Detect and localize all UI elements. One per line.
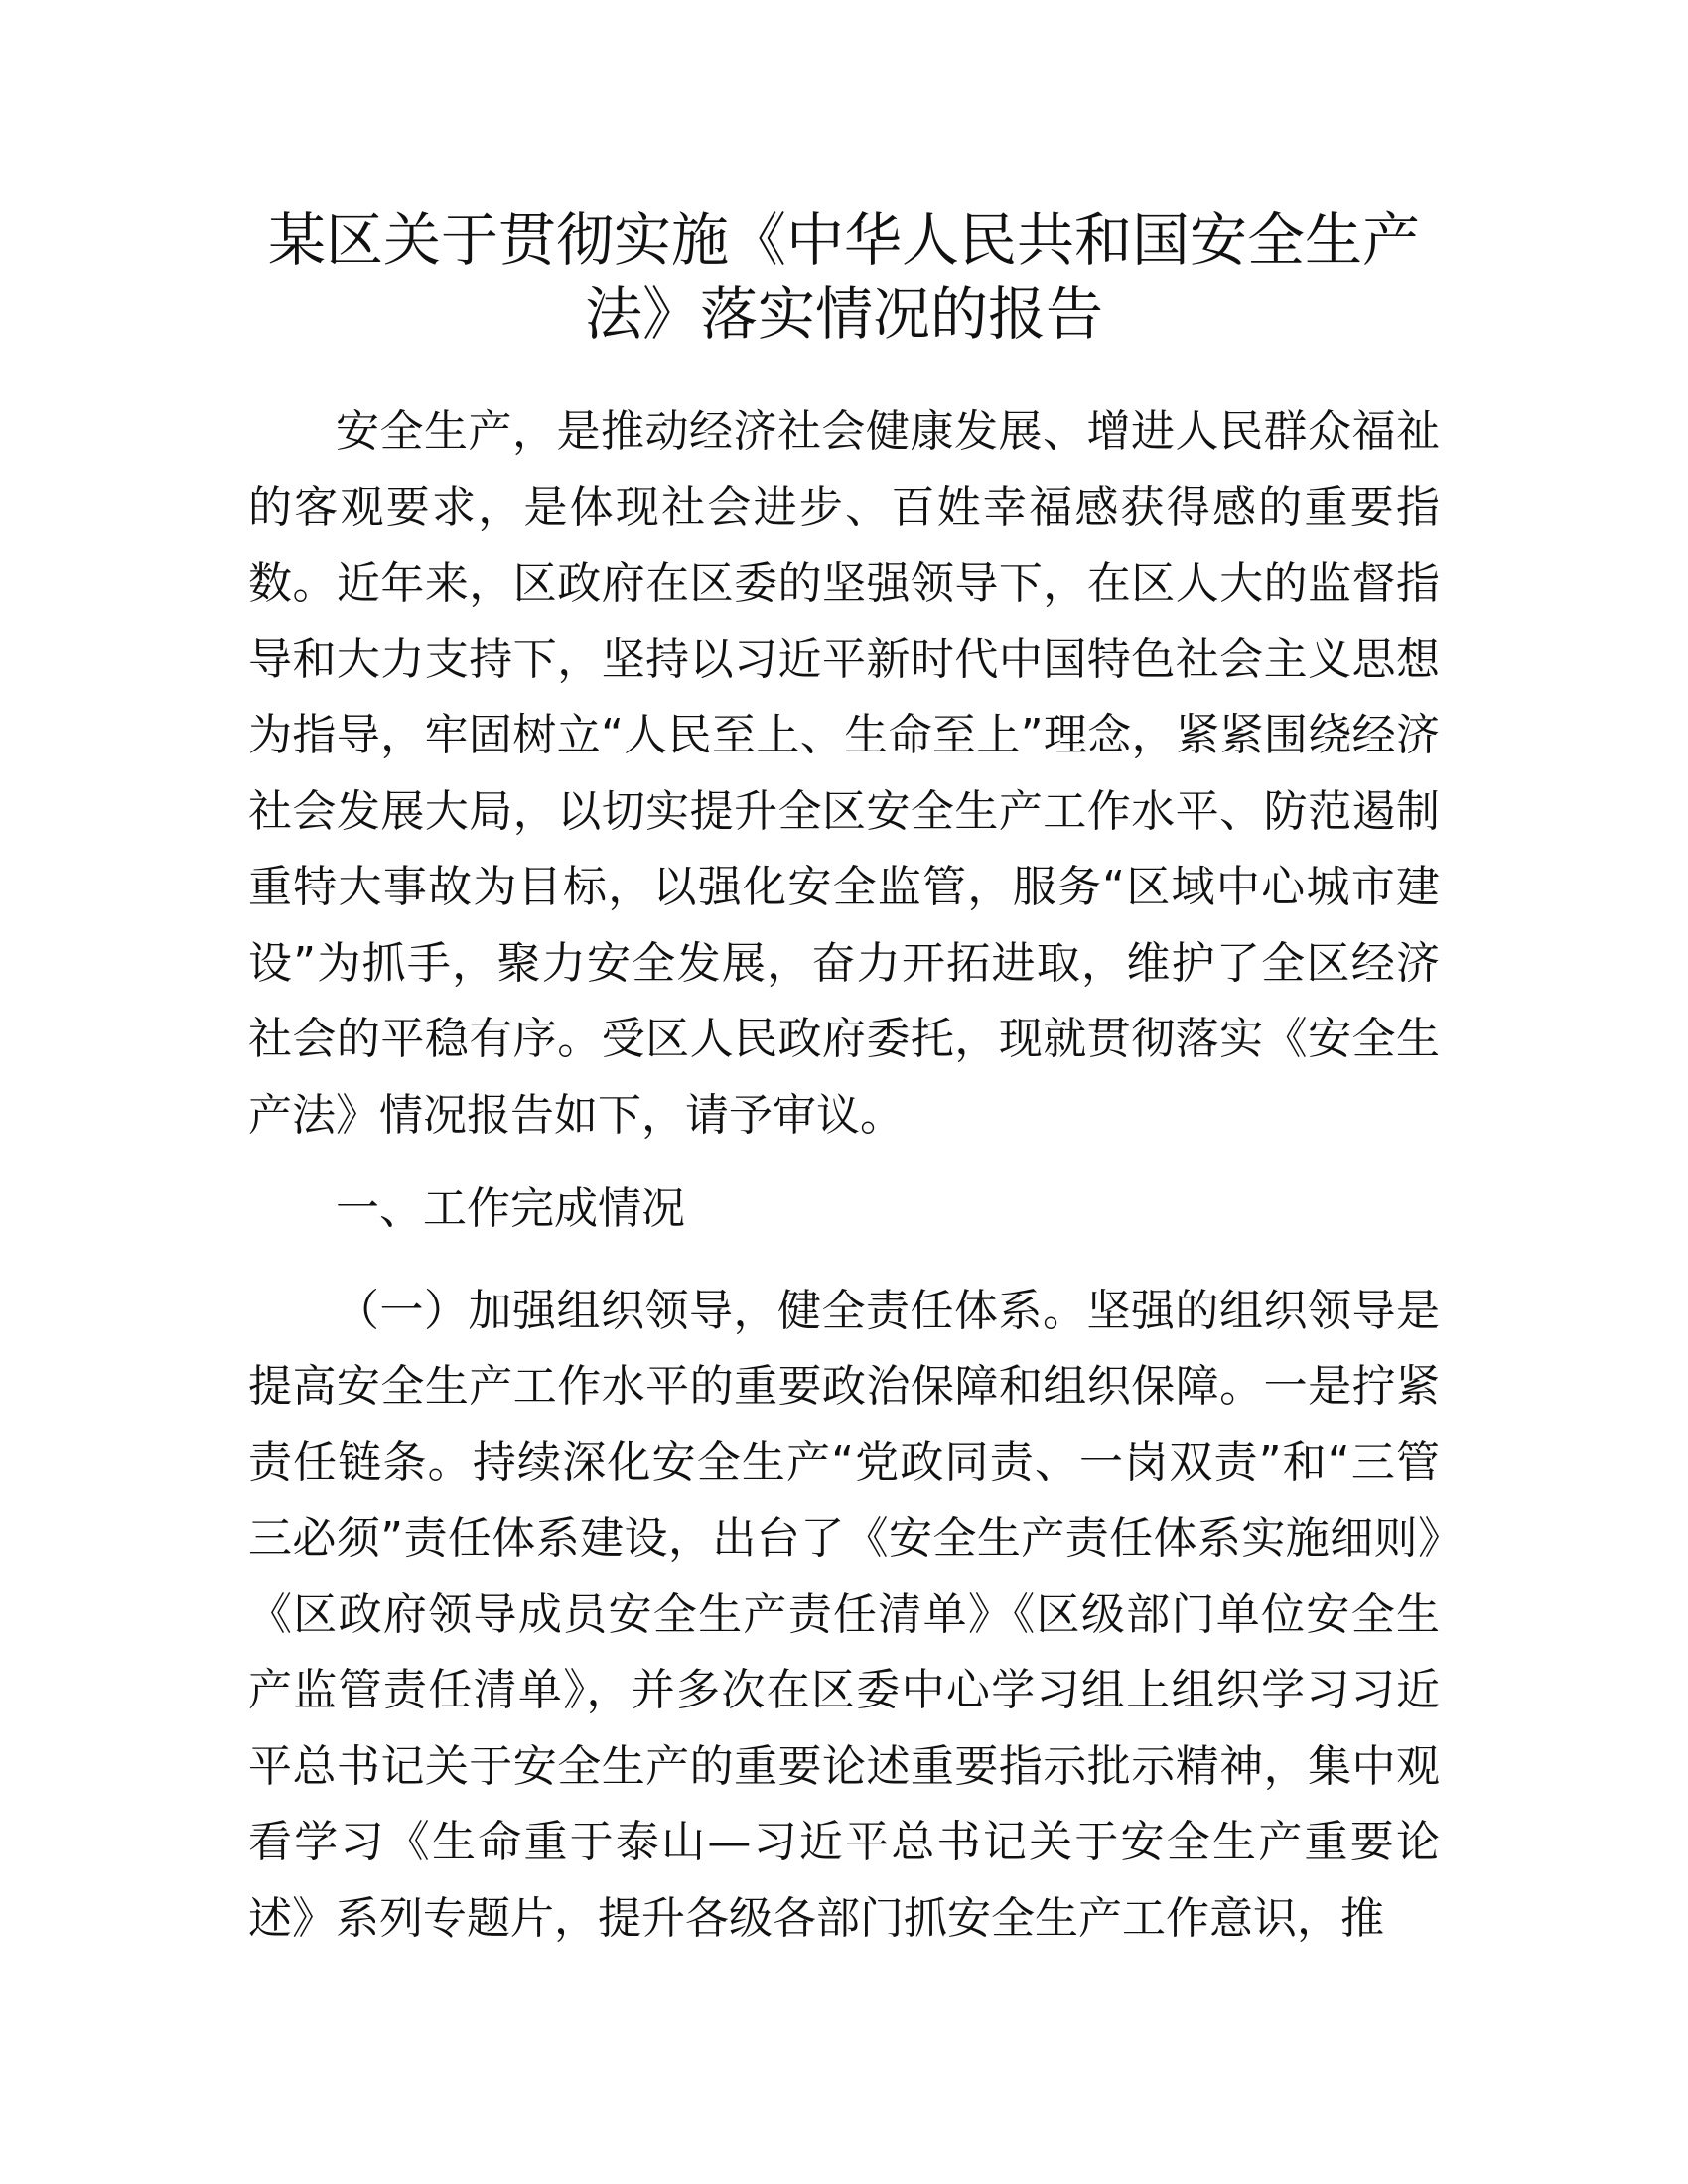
intro-paragraph: 安全生产，是推动经济社会健康发展、增进人民群众福祉的客观要求，是体现社会进步、百姓幸福感获得感的重要指数。近年来，区政府在区委的坚强领导下，在区人大的监督指导和大力支持下，坚持以习近平新时代中国特色社会主义思想为指导，牢固树立“人民至上、生命至上”理念，紧紧围绕经济社会发展大局，以切实提升全区安全生产工作水平、防范遏制重特大事故为目标，以强化安全监管，服务“区域中心城市建设”为抓手，聚力安全发展，奋力开拓进取，维护了全区经济社会的平稳有序。受区人民政府委托，现就贯彻落实《安全生产法》情况报告如下，请予审议。	[248, 406, 1440, 1141]
subsection-paragraph: （一）加强组织领导，健全责任体系。坚强的组织领导是提高安全生产工作水平的重要政治保障和组织保障。一是拧紧责任链条。持续深化安全生产“党政同责、一岗双责”和“三管三必须”责任体系建设，出台了《安全生产责任体系实施细则》《区政府领导成员安全生产责任清单》《区级部门单位安全生产监管责任清单》，并多次在区委中心学习组上组织学习习近平总书记关于安全生产的重要论述重要指示批示精神，集中观看学习《生命重于泰山—习近平总书记关于安全生产重要论述》系列专题片，提升各级各部门抓安全生产工作意识，推	[248, 1285, 1440, 1944]
report-body	[248, 204, 1440, 1957]
document-title: 某区关于贯彻实施《中华人民共和国安全生产法》落实情况的报告	[267, 206, 1420, 347]
section-heading: 一、工作完成情况	[336, 1183, 685, 1234]
